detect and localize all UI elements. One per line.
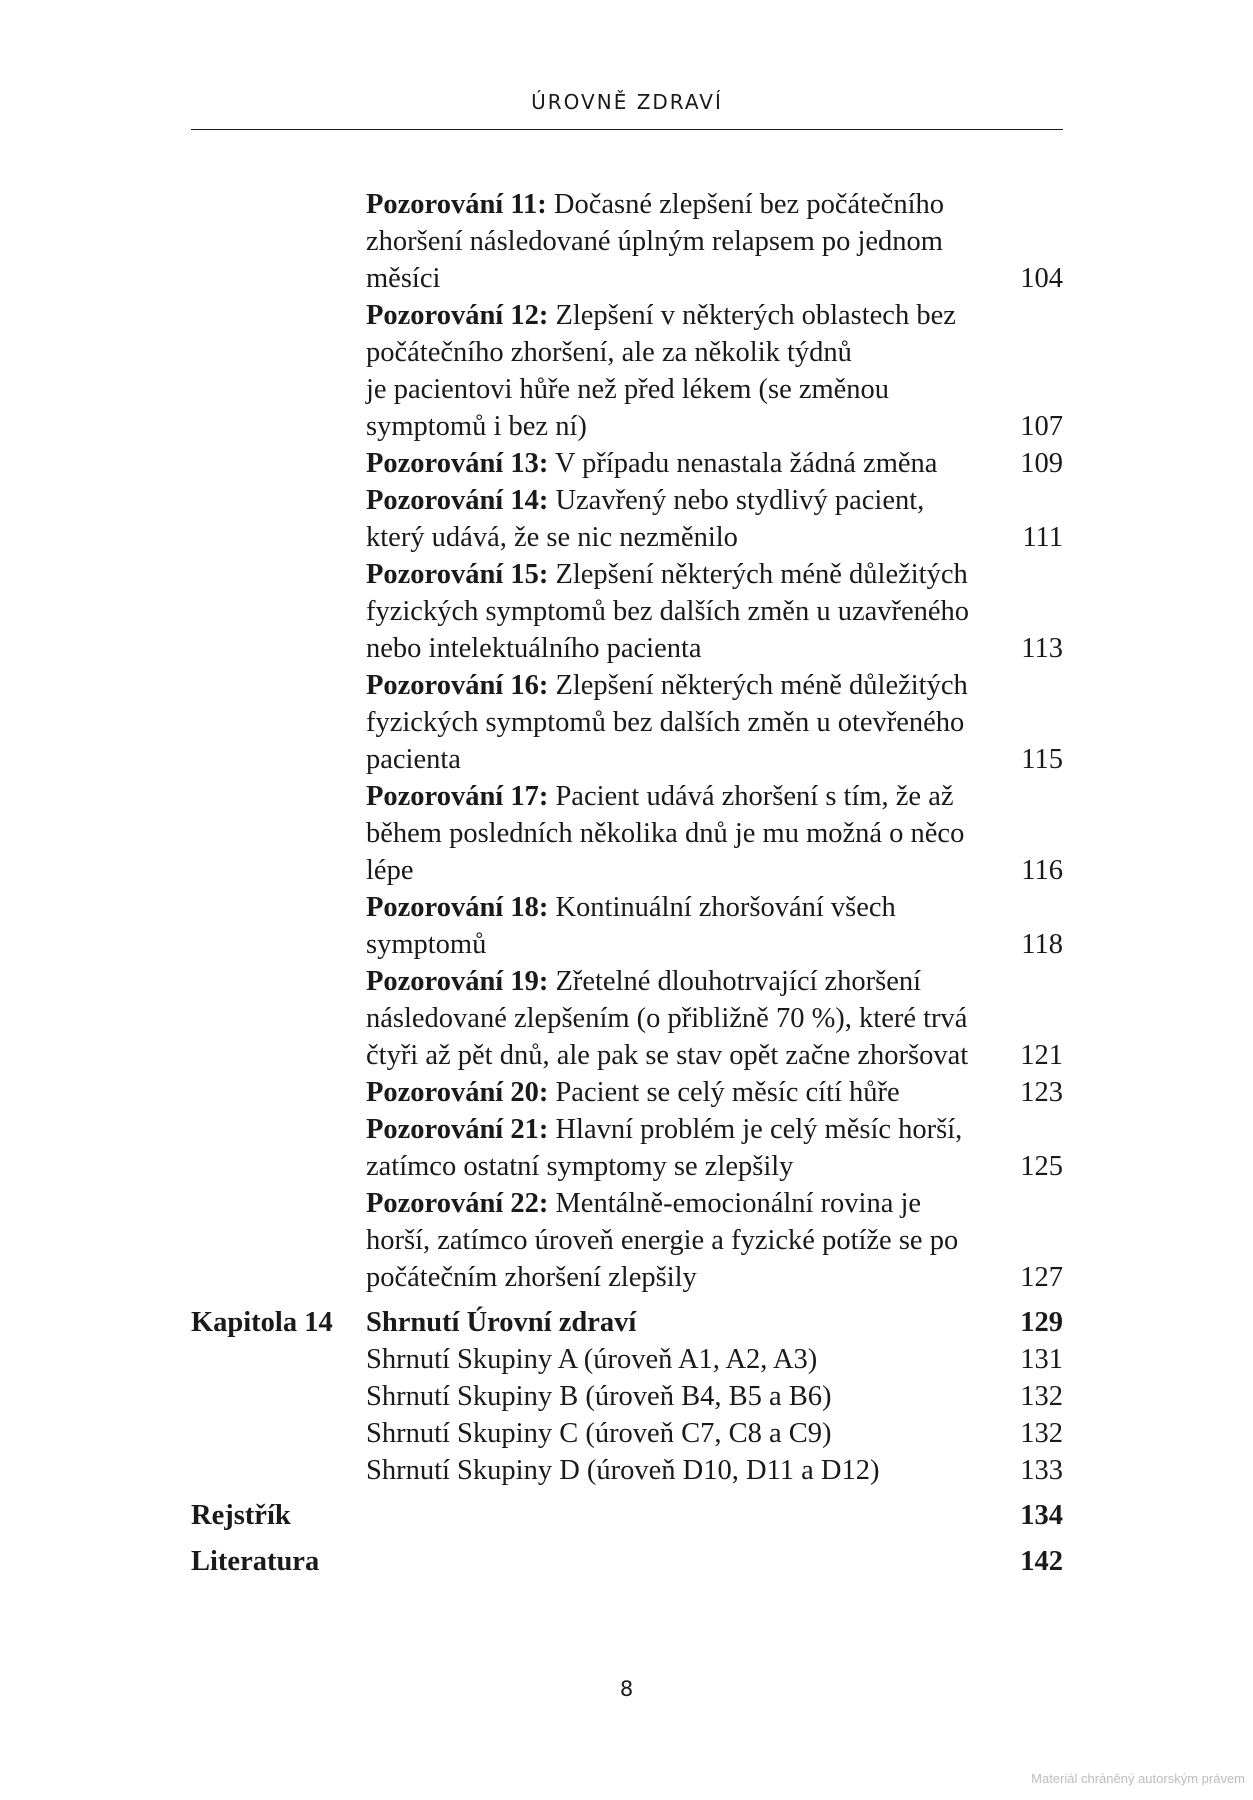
subentry-text: Shrnutí Skupiny C (úroveň C7, C8 a C9) <box>366 1418 832 1449</box>
entry-text <box>366 1000 967 1037</box>
subentry-page: 132 <box>1020 1418 1063 1449</box>
backmatter-label: Literatura <box>191 1546 320 1577</box>
page-number-ref: 109 <box>1020 448 1063 479</box>
entry-title-text: během posledních několika dnů je mu možná o něco <box>366 818 965 849</box>
chapter-label: Kapitola 14 <box>191 1307 333 1338</box>
entry-title-text: Uzavřený nebo stydlivý pacient, <box>548 485 925 516</box>
page-number-ref: 116 <box>1021 855 1063 886</box>
chapter-title: Shrnutí Úrovní zdraví <box>366 1307 637 1338</box>
entry-title-text: Zlepšení v některých oblastech bez <box>548 300 956 331</box>
observation-label: Pozorování 17: <box>366 781 549 812</box>
entry-title-text: zhoršení následované úplným relapsem po jednom <box>366 226 943 257</box>
page-number-ref: 125 <box>1020 1151 1063 1182</box>
page-number: 8 <box>619 1677 634 1701</box>
entry-title-text: je pacientovi hůře než před lékem (se změnou <box>366 374 890 405</box>
entry-text <box>366 260 440 297</box>
observation-label: Pozorování 22: <box>366 1188 549 1219</box>
entry-text <box>366 815 964 852</box>
entry-text <box>366 667 968 704</box>
entry-text <box>366 852 413 889</box>
page-number-ref: 113 <box>1021 633 1063 664</box>
entry-title-text: pacienta <box>366 744 461 775</box>
observation-label: Pozorování 14: <box>366 485 549 516</box>
entry-text <box>366 926 486 963</box>
copyright-watermark: Materiál chráněný autorským právem <box>1031 1771 1245 1786</box>
entry-title-text: čtyři až pět dnů, ale pak se stav opět začne zhoršovat <box>366 1040 969 1071</box>
entry-text <box>366 1074 900 1111</box>
entry-text <box>366 334 852 371</box>
entry-title-text: zatímco ostatní symptomy se zlepšily <box>366 1151 794 1182</box>
entry-title-text: počátečním zhoršení zlepšily <box>366 1262 697 1293</box>
entry-title-text: následované zlepšením (o přibližně 70 %), které trvá <box>366 1003 968 1034</box>
observation-label: Pozorování 12: <box>366 300 549 331</box>
subentry-page: 133 <box>1020 1455 1063 1486</box>
observation-label: Pozorování 16: <box>366 670 549 701</box>
backmatter-page: 134 <box>1020 1500 1063 1531</box>
entry-text <box>366 445 937 482</box>
page-number-ref: 111 <box>1022 522 1063 553</box>
subentry-page: 132 <box>1020 1381 1063 1412</box>
entry-title-text: Zlepšení některých méně důležitých <box>548 559 968 590</box>
subentry-text: Shrnutí Skupiny A (úroveň A1, A2, A3) <box>366 1344 818 1375</box>
entry-text <box>366 1111 962 1148</box>
entry-text <box>366 1037 968 1074</box>
entry-text <box>366 297 956 334</box>
entry-text <box>366 889 896 926</box>
entry-title-text: který udává, že se nic nezměnilo <box>366 522 738 553</box>
entry-title-text: Kontinuální zhoršování všech <box>548 892 896 923</box>
entry-title-text: nebo intelektuálního pacienta <box>366 633 702 664</box>
entry-text <box>366 704 964 741</box>
entry-title-text: fyzických symptomů bez dalších změn u uzavřeného <box>366 596 970 627</box>
chapter-page: 129 <box>1020 1307 1063 1338</box>
running-header: ÚROVNĚ ZDRAVÍ <box>531 90 723 114</box>
entry-text <box>366 1259 697 1296</box>
entry-text <box>366 741 461 778</box>
entry-text <box>366 593 969 630</box>
observation-label: Pozorování 13: <box>366 448 549 479</box>
page-number-ref: 121 <box>1020 1040 1063 1071</box>
observation-label: Pozorování 20: <box>366 1077 549 1108</box>
subentry-text: Shrnutí Skupiny B (úroveň B4, B5 a B6) <box>366 1381 832 1412</box>
entry-title-text: měsíci <box>366 263 441 294</box>
page-number-ref: 118 <box>1021 929 1063 960</box>
entry-title-text: Dočasné zlepšení bez počátečního <box>546 189 944 220</box>
page-number-ref: 123 <box>1020 1077 1063 1108</box>
entry-text <box>366 408 587 445</box>
observation-label: Pozorování 11: <box>366 189 547 220</box>
backmatter-label: Rejstřík <box>191 1500 291 1531</box>
observation-label: Pozorování 18: <box>366 892 549 923</box>
entry-title-text: lépe <box>366 855 414 886</box>
entry-title-text: Pacient udává zhoršení s tím, že až <box>548 781 954 812</box>
page-number-ref: 127 <box>1020 1262 1063 1293</box>
entry-title-text: počátečního zhoršení, ale za několik týdnů <box>366 337 852 368</box>
page-number-ref: 107 <box>1020 411 1063 442</box>
entry-text <box>366 519 738 556</box>
observation-label: Pozorování 19: <box>366 966 549 997</box>
entry-text <box>366 186 944 223</box>
entry-text <box>366 223 943 260</box>
entry-text <box>366 1148 793 1185</box>
entry-text <box>366 1185 921 1222</box>
entry-title-text: fyzických symptomů bez dalších změn u otevřeného <box>366 707 965 738</box>
subentry-text: Shrnutí Skupiny D (úroveň D10, D11 a D12) <box>366 1455 880 1486</box>
entry-title-text: Mentálně-emocionální rovina je <box>548 1188 922 1219</box>
entry-text <box>366 778 954 815</box>
page-number-ref: 104 <box>1020 263 1063 294</box>
observation-label: Pozorování 21: <box>366 1114 549 1145</box>
backmatter-page: 142 <box>1020 1546 1063 1577</box>
entry-text <box>366 556 968 593</box>
subentry-page: 131 <box>1020 1344 1063 1375</box>
entry-title-text: horší, zatímco úroveň energie a fyzické potíže se po <box>366 1225 959 1256</box>
entry-text <box>366 371 889 408</box>
observation-label: Pozorování 15: <box>366 559 549 590</box>
entry-text <box>366 963 921 1000</box>
entry-text <box>366 630 702 667</box>
page-number-ref: 115 <box>1021 744 1063 775</box>
entry-title-text: Pacient se celý měsíc cítí hůře <box>548 1077 900 1108</box>
entry-text <box>366 1222 958 1259</box>
entry-title-text: symptomů <box>366 929 487 960</box>
entry-title-text: symptomů i bez ní) <box>366 411 587 442</box>
entry-title-text: Zlepšení některých méně důležitých <box>548 670 968 701</box>
entry-title-text: V případu nenastala žádná změna <box>548 448 938 479</box>
entry-title-text: Hlavní problém je celý měsíc horší, <box>548 1114 963 1145</box>
entry-text <box>366 482 924 519</box>
entry-title-text: Zřetelné dlouhotrvající zhoršení <box>548 966 922 997</box>
